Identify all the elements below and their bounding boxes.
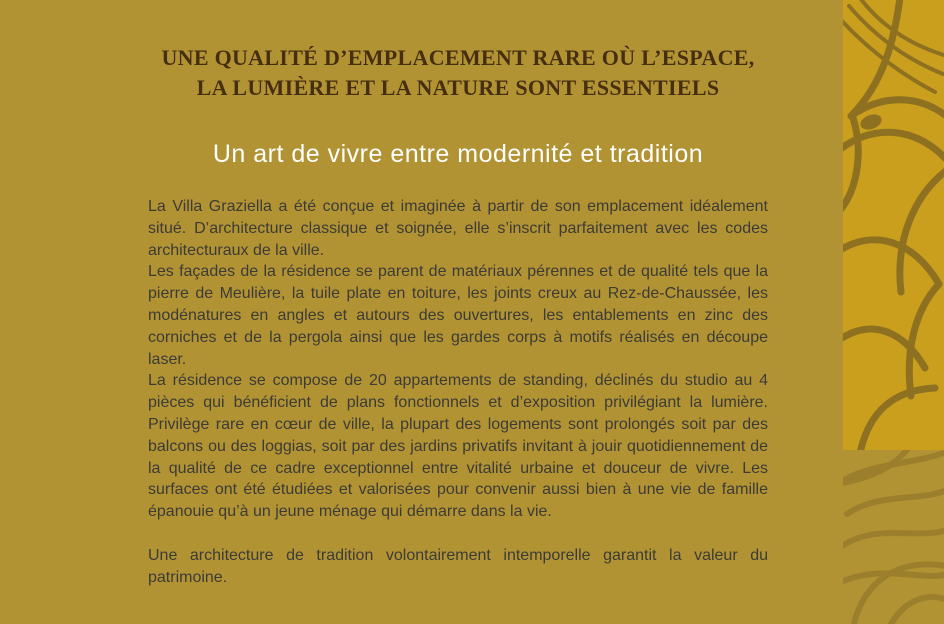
page-title-line-2: LA LUMIÈRE ET LA NATURE SONT ESSENTIELS	[196, 75, 720, 100]
decorative-side-band	[843, 0, 944, 624]
text-column	[148, 0, 768, 589]
flower-pattern-icon	[843, 0, 944, 450]
paragraph-4: Une architecture de tradition volontairement intemporelle garantit la valeur du patrimoine.	[148, 546, 768, 586]
foliage-pattern-icon	[843, 450, 944, 624]
paragraph-2: Les façades de la résidence se parent de matériaux pérennes et de qualité tels que la pierre de Meulière, la tuile plate en toiture, les joints creux au Rez-de-Chaussée, les modénatures en angles et autours des ouvertures, les entablements en zinc des corniches et de la pergola ainsi que les gardes corps à motifs réalisés en découpe laser.	[148, 263, 768, 368]
paragraph-1: La Villa Graziella a été conçue et imaginée à partir de son emplacement idéalement situé. D’architecture classique et soignée, elle s’inscrit parfaitement avec les codes architecturaux de la ville.	[148, 198, 768, 259]
paragraph-3: La résidence se compose de 20 appartements de standing, déclinés du studio au 4 pièces qui bénéficient de plans fonctionnels et d’exposition privilégiant la lumière. Privilège rare en cœur de ville, la plupart des logements sont prolongés soit par des balcons ou des loggias, soit par des jardins privatifs invitant à jouir quotidiennement de la qualité de ce cadre exceptionnel entre vitalité urbaine et douceur de vivre. Les surfaces ont été étudiées et valorisées pour convenir aussi bien à une vie de famille épanouie qu’à un jeune ménage qui démarre dans la vie.	[148, 372, 768, 521]
side-band-bottom-section	[843, 450, 944, 624]
subtitle: Un art de vivre entre modernité et tradition	[212, 140, 704, 168]
body-text	[148, 196, 768, 589]
page-title-line-1: UNE QUALITÉ D’EMPLACEMENT RARE OÙ L’ESPACE,	[161, 45, 755, 70]
page-title	[148, 0, 768, 103]
side-band-top-section	[843, 0, 944, 450]
